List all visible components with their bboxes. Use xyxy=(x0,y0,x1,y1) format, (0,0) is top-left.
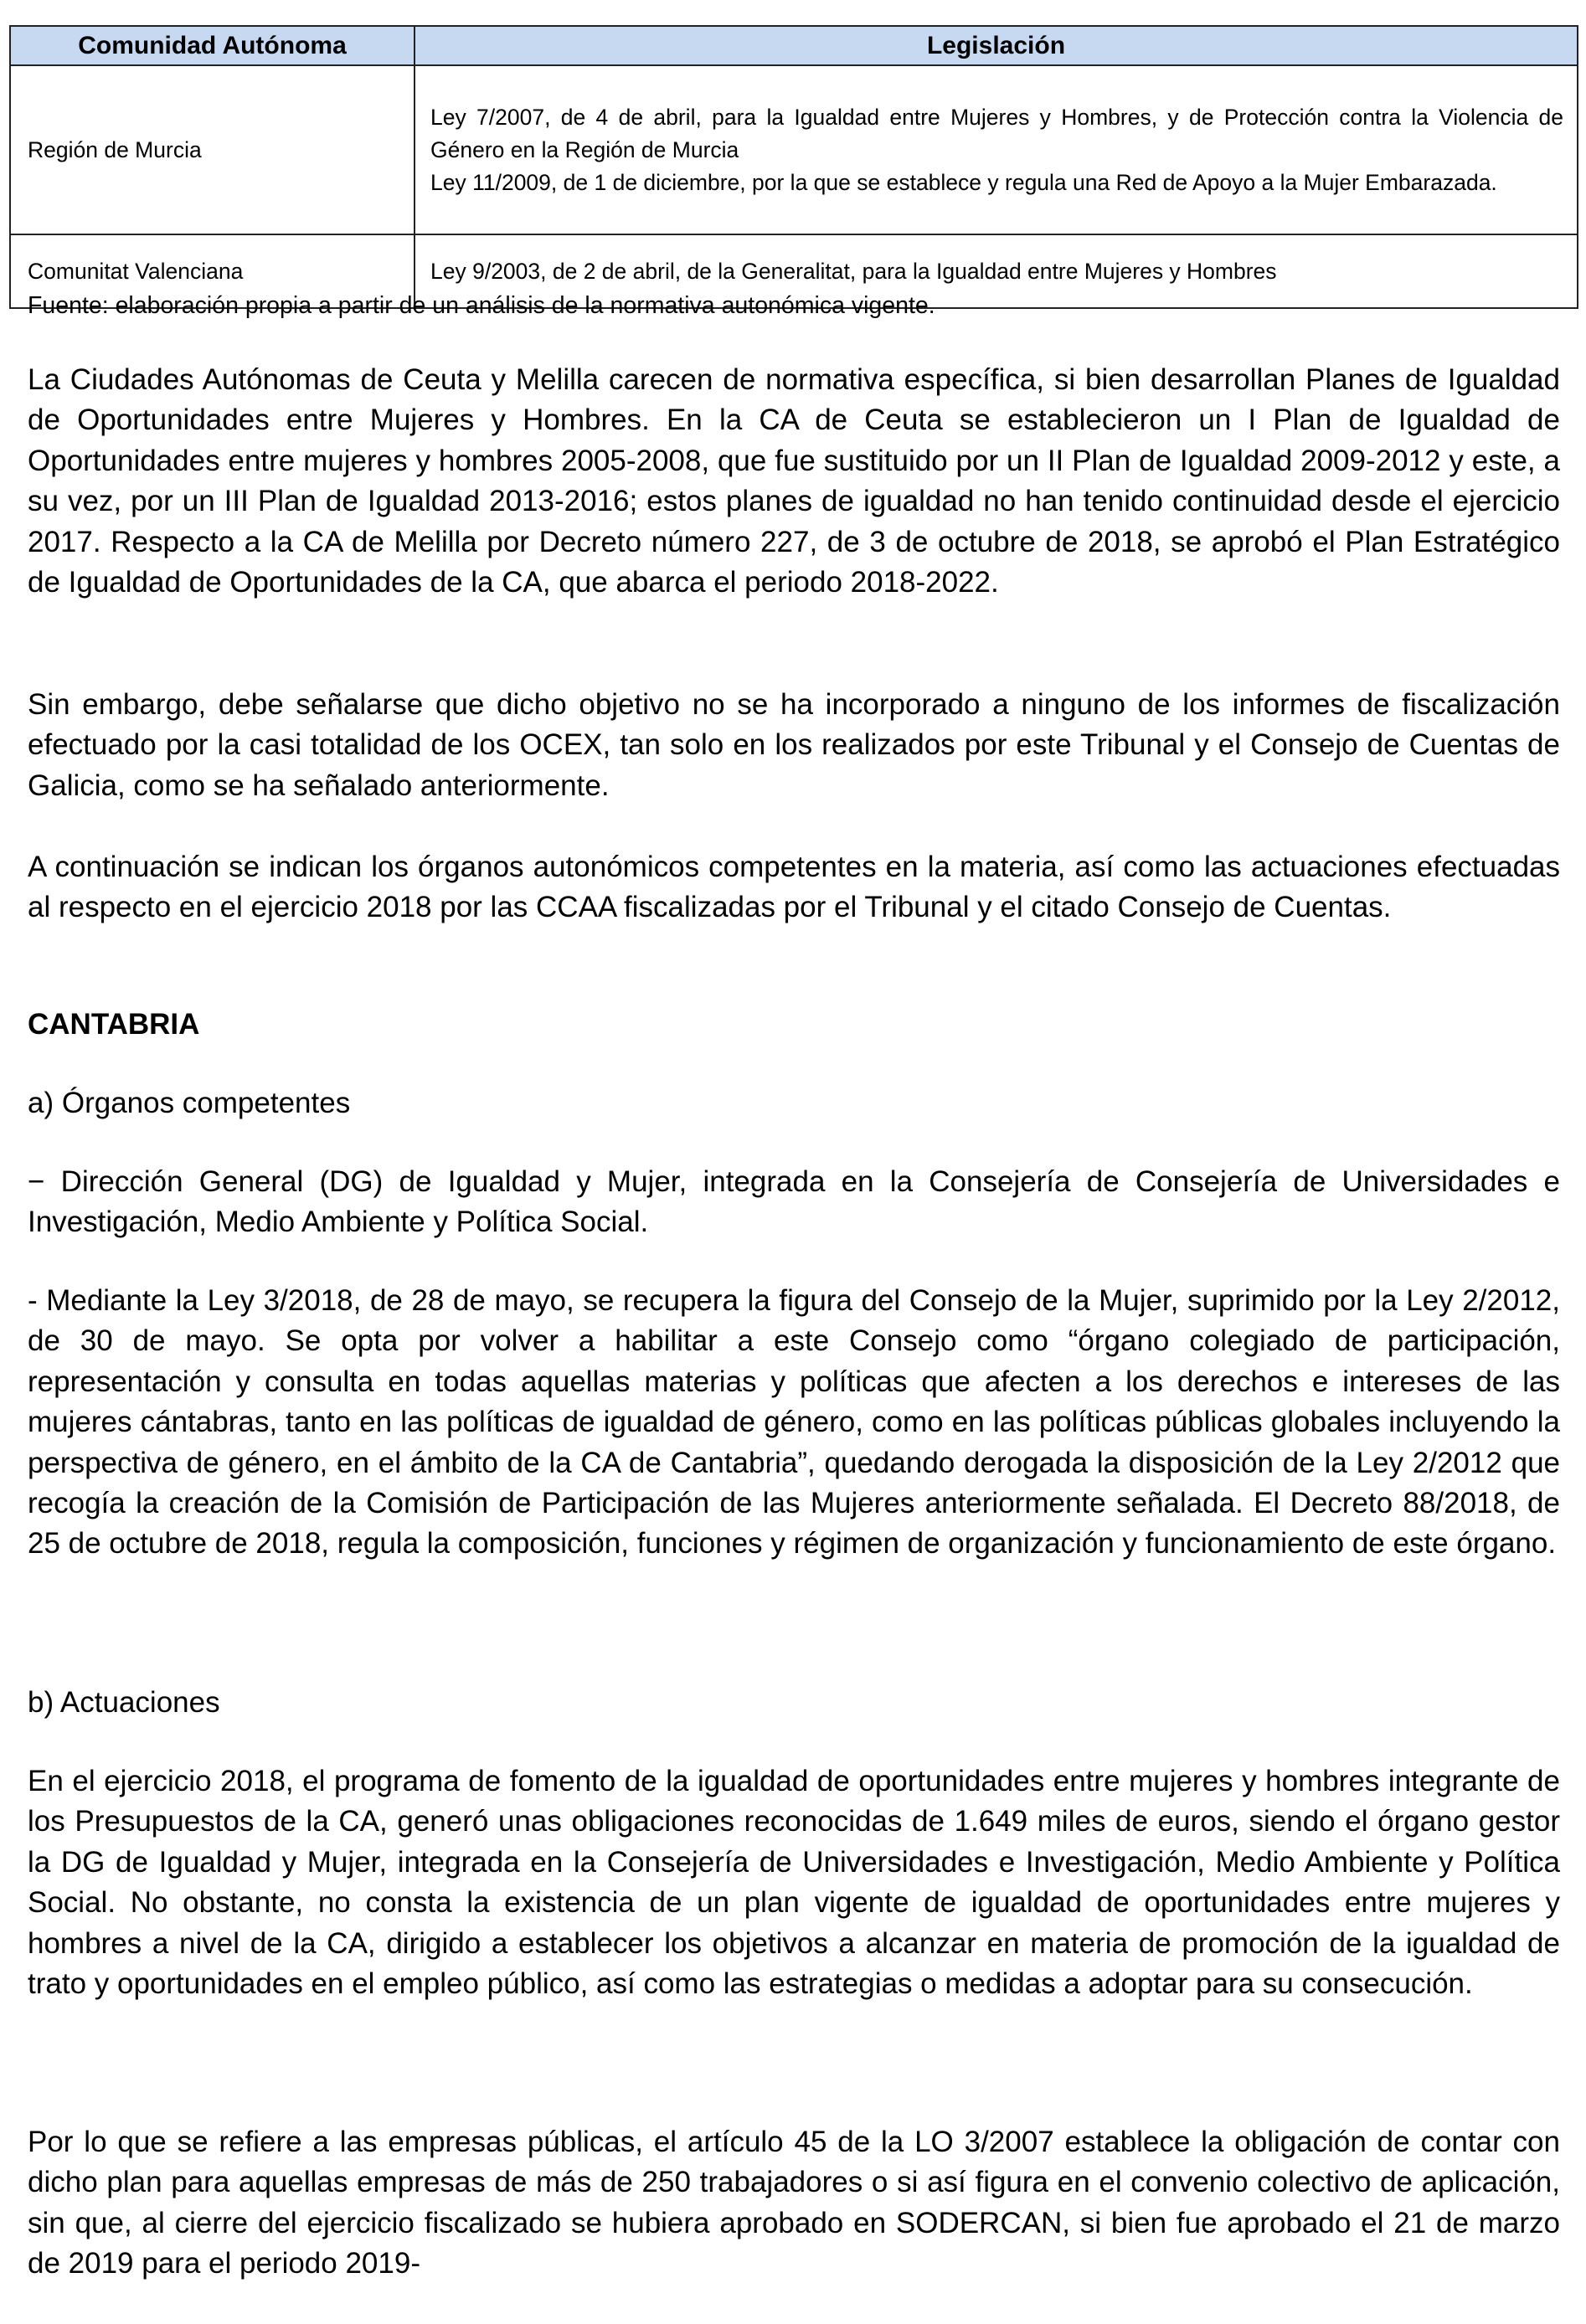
paragraph-ocex: Sin embargo, debe señalarse que dicho objetivo no se ha incorporado a ninguno de los informes de fiscalización efectuado por la casi totalidad de los OCEX, tan solo en los realizados por este Tribunal y el Consejo de Cuentas de Galicia, como se ha señalado anteriormente. xyxy=(28,688,1560,802)
ca-cell: Comunitat Valenciana xyxy=(10,234,415,308)
subheading-actuaciones: b) Actuaciones xyxy=(28,1686,220,1719)
section-heading-cantabria: CANTABRIA xyxy=(28,1008,200,1041)
paragraph-consejo-mujer: - Mediante la Ley 3/2018, de 28 de mayo, se recupera la figura del Consejo de la Mujer, suprimido por la Ley 2/2012, de 30 de mayo. Se opta por volver a habilitar a este Consejo como “órgano colegiado de participación, representación y consulta en todas aquellas materias y políticas que afecten a los derechos e intereses de las mujeres cántabras, tanto en las políticas de igualdad de género, como en las políticas públicas globales incluyendo la perspectiva de género, en el ámbito de la CA de Cantabria”, quedando derogada la disposición de la Ley 2/2012 que recogía la creación de la Comisión de Participación de las Mujeres anteriormente señalada. El Decreto 88/2018, de 25 de octubre de 2018, regula la composición, funciones y régimen de organización y funcionamiento de este órgano. xyxy=(28,1284,1560,1560)
law-text: Ley 9/2003, de 2 de abril, de la Generalitat, para la Igualdad entre Mujeres y Hombres xyxy=(430,258,1277,284)
law-cell xyxy=(415,65,1578,234)
law-text: Ley 7/2007, de 4 de abril, para la Igualdad entre Mujeres y Hombres, y de Protección contra la Violencia de Género en la Región de Murcia xyxy=(430,104,1563,162)
law-text: Ley 11/2009, de 1 de diciembre, por la que se establece y regula una Red de Apoyo a la Mujer Embarazada. xyxy=(430,169,1497,195)
ca-cell: Región de Murcia xyxy=(10,65,415,234)
paragraph-dg-igualdad: − Dirección General (DG) de Igualdad y Mujer, integrada en la Consejería de Consejería de Universidades e Investigación, Medio Ambiente y Política Social. xyxy=(28,1165,1560,1239)
paragraph-empresas-publicas: Por lo que se refiere a las empresas públicas, el artículo 45 de la LO 3/2007 establece la obligación de contar con dicho plan para aquellas empresas de más de 250 trabajadores o si así figura en el convenio colectivo de aplicación, sin que, al cierre del ejercicio fiscalizado se hubiera aprobado en SODERCAN, si bien fue aprobado el 21 de marzo de 2019 para el periodo 2019- xyxy=(28,2126,1560,2280)
subheading-organos: a) Órganos competentes xyxy=(28,1087,351,1119)
paragraph-programa-fomento: En el ejercicio 2018, el programa de fomento de la igualdad de oportunidades entre mujeres y hombres integrante de los Presupuestos de la CA, generó unas obligaciones reconocidas de 1.649 miles de euros, siendo el órgano gestor la DG de Igualdad y Mujer, integrada en la Consejería de Universidades e Investigación, Medio Ambiente y Política Social. No obstante, no consta la existencia de un plan vigente de igualdad de oportunidades entre mujeres y hombres a nivel de la CA, dirigido a establecer los objetivos a alcanzar en materia de promoción de la igualdad de trato y oportunidades en el empleo público, así como las estrategias o medidas a adoptar para su consecución. xyxy=(28,1765,1560,2001)
table-row xyxy=(10,65,1578,234)
header-legislacion: Legislación xyxy=(415,26,1578,65)
paragraph-ceuta-melilla: La Ciudades Autónomas de Ceuta y Melilla carecen de normativa específica, si bien desarrollan Planes de Igualdad de Oportunidades entre Mujeres y Hombres. En la CA de Ceuta se establecieron un I Plan de Igualdad de Oportunidades entre mujeres y hombres 2005-2008, que fue sustituido por un II Plan de Igualdad 2009-2012 y este, a su vez, por un III Plan de Igualdad 2013-2016; estos planes de igualdad no han tenido continuidad desde el ejercicio 2017. Respecto a la CA de Melilla por Decreto número 227, de 3 de octubre de 2018, se aprobó el Plan Estratégico de Igualdad de Oportunidades de la CA, que abarca el periodo 2018-2022. xyxy=(28,363,1560,599)
paragraph-organos-intro: A continuación se indican los órganos autonómicos competentes en la materia, así como las actuaciones efectuadas al respecto en el ejercicio 2018 por las CCAA fiscalizadas por el Tribunal y el citado Consejo de Cuentas. xyxy=(28,851,1560,924)
table-header-row xyxy=(10,26,1578,65)
header-comunidad: Comunidad Autónoma xyxy=(10,26,415,65)
legislation-table xyxy=(9,25,1578,309)
table-source-note: Fuente: elaboración propia a partir de un análisis de la normativa autonómica vigente. xyxy=(28,292,935,319)
